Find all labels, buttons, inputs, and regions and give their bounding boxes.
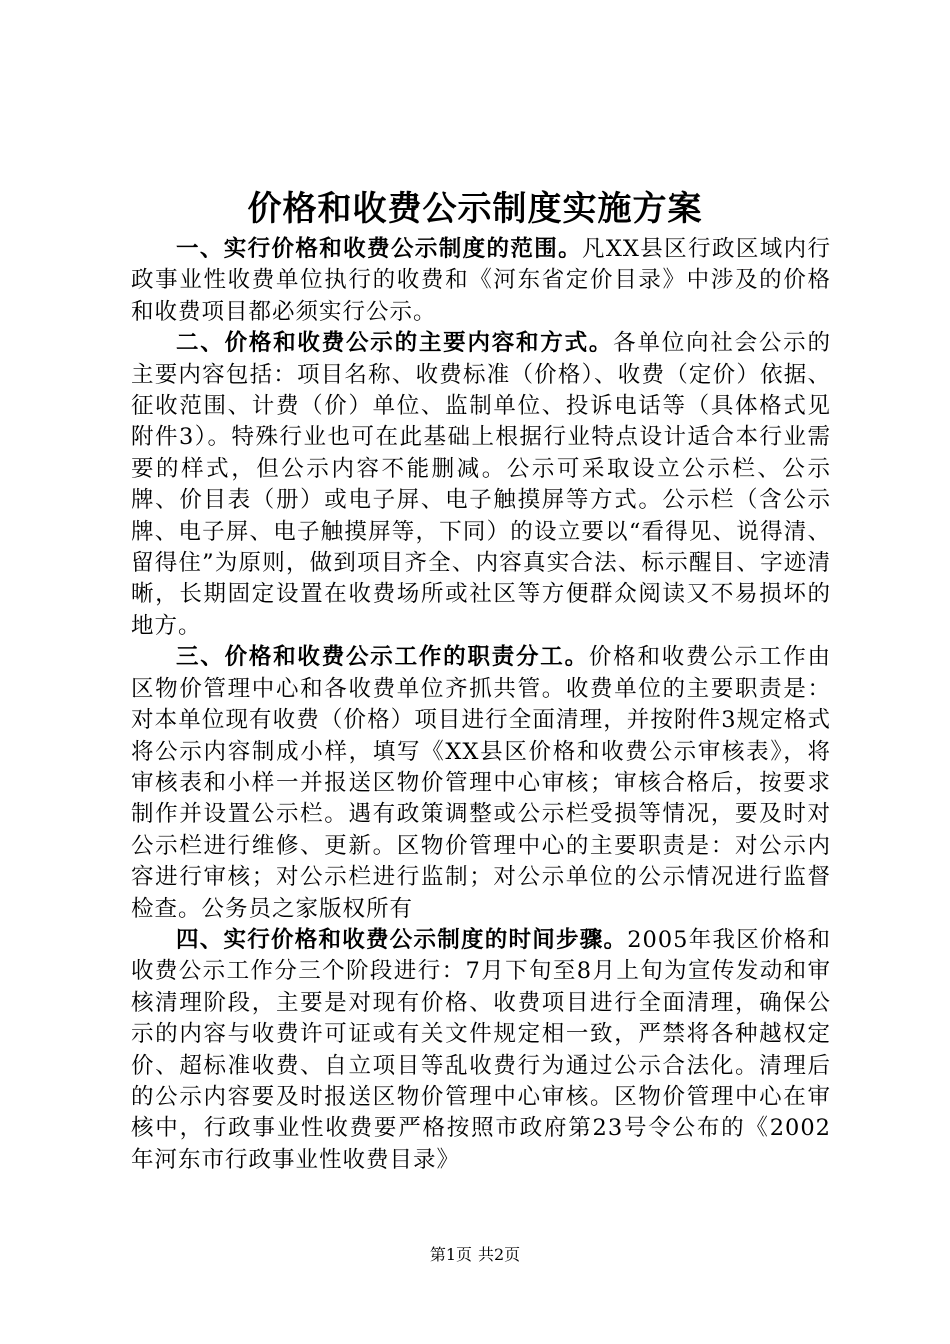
paragraph-scope xyxy=(131,234,831,328)
paragraph-text: 价格和收费公示工作由区物价管理中心和各收费单位齐抓共管。收费单位的主要职责是：对本单位现有收费（价格）项目进行全面清理，并按附件3规定格式将公示内容制成小样，填写《XX县区价格和收费公示审核表》，将审核表和小样一并报送区物价管理中心审核；审核合格后，按要求制作并设置公示栏。遇有政策调整或公示栏受损等情况，要及时对公示栏进行维修、更新。区物价管理中心的主要职责是：对公示内容进行审核；对公示栏进行监制；对公示单位的公示情况进行监督检查。公务员之家版权所有 xyxy=(131,644,831,922)
page-total: 共2页 xyxy=(478,1245,521,1264)
paragraph-timeline xyxy=(131,925,831,1176)
document-body xyxy=(131,234,831,1176)
paragraph-text: 各单位向社会公示的主要内容包括：项目名称、收费标准（价格）、收费（定价）依据、征收范围、计费（价）单位、监制单位、投诉电话等（具体格式见附件3）。特殊行业也可在此基础上根据行业特点设计适合本行业需要的样式，但公示内容不能删减。公示可采取设立公示栏、公示牌、价目表（册）或电子屏、电子触摸屏等方式。公示栏（含公示牌、电子屏、电子触摸屏等，下同）的设立要以“看得见、说得清、留得住”为原则，做到项目齐全、内容真实合法、标示醒目、字迹清晰，长期固定设置在收费场所或社区等方便群众阅读又不易损坏的地方。 xyxy=(131,330,831,639)
paragraph-content-and-method xyxy=(131,328,831,642)
page-footer xyxy=(0,1243,950,1267)
document-title: 价格和收费公示制度实施方案 xyxy=(247,189,703,229)
paragraph-responsibilities xyxy=(131,642,831,925)
paragraph-heading: 二、价格和收费公示的主要内容和方式。 xyxy=(176,330,614,357)
paragraph-heading: 三、价格和收费公示工作的职责分工。 xyxy=(176,644,589,671)
paragraph-heading: 一、实行价格和收费公示制度的范围。 xyxy=(176,236,582,262)
page-number: 第1页 xyxy=(429,1245,472,1264)
paragraph-text: 2005年我区价格和收费公示工作分三个阶段进行：7月下旬至8月上旬为宣传发动和审核清理阶段，主要是对现有价格、收费项目进行全面清理，确保公示的内容与收费许可证或有关文件规定相一致，严禁将各种越权定价、超标准收费、自立项目等乱收费行为通过公示合法化。清理后的公示内容要及时报送区物价管理中心审核。区物价管理中心在审核中，行政事业性收费要严格按照市政府第23号令公布的《2002年河东市行政事业性收费目录》 xyxy=(131,926,831,1173)
paragraph-text: 凡XX县区行政区域内行政事业性收费单位执行的收费和《河东省定价目录》中涉及的价格和收费项目都必须实行公示。 xyxy=(131,236,831,325)
paragraph-heading: 四、实行价格和收费公示制度的时间步骤。 xyxy=(176,926,628,953)
